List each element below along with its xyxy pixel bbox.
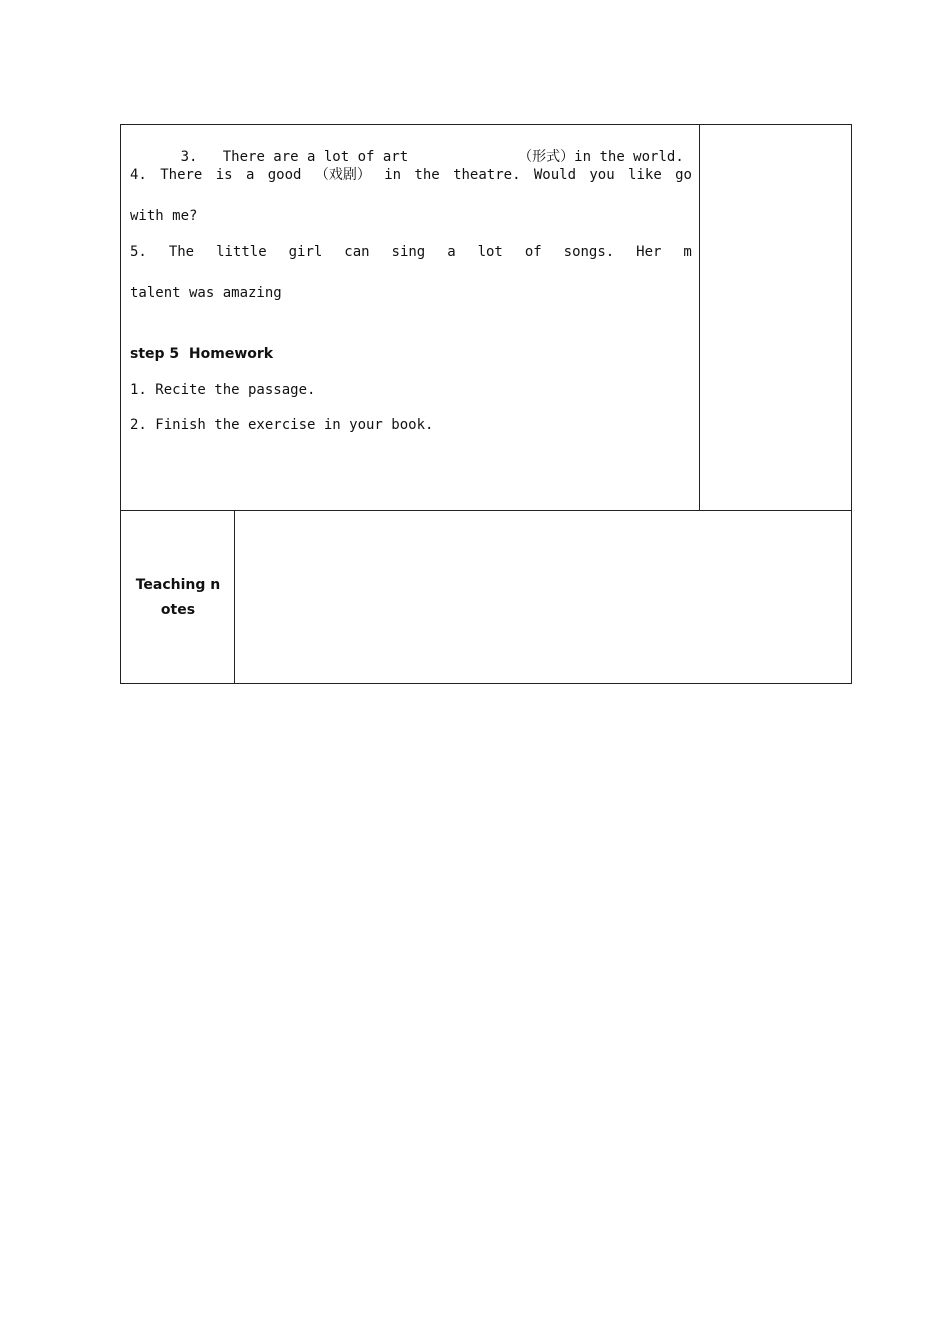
homework-heading: step 5 Homework bbox=[130, 346, 274, 362]
exercise-3-text: There are a lot of art bbox=[222, 149, 409, 165]
word: 5. bbox=[130, 244, 147, 260]
word: theatre. bbox=[453, 167, 521, 183]
teaching-notes-body bbox=[235, 511, 851, 683]
exercise-5-continuation: talent was amazing bbox=[130, 285, 282, 301]
word: is bbox=[215, 167, 233, 183]
side-cell bbox=[700, 125, 851, 511]
word: Her bbox=[636, 244, 662, 260]
word: 4. bbox=[130, 167, 147, 183]
word: can bbox=[344, 244, 370, 260]
content-cell bbox=[121, 125, 700, 511]
word: （戏剧） bbox=[314, 167, 371, 183]
word: the bbox=[414, 167, 440, 183]
exercise-4-line bbox=[130, 166, 692, 184]
word: a bbox=[245, 167, 255, 183]
homework-item-1: 1. Recite the passage. bbox=[130, 382, 316, 398]
word: like bbox=[628, 167, 662, 183]
word: of bbox=[524, 244, 542, 260]
word: girl bbox=[288, 244, 323, 260]
teaching-notes-label-line-1: Teaching n bbox=[135, 577, 221, 593]
word: in bbox=[384, 167, 402, 183]
teaching-notes-label-line-2: otes bbox=[160, 602, 196, 618]
word: The bbox=[168, 244, 195, 260]
word: go bbox=[675, 167, 692, 183]
word: good bbox=[267, 167, 302, 183]
word: you bbox=[589, 167, 615, 183]
teaching-notes-label-cell bbox=[121, 511, 235, 683]
exercise-4-continuation: with me? bbox=[130, 208, 198, 224]
word: Would bbox=[533, 167, 577, 183]
homework-item-2: 2. Finish the exercise in your book. bbox=[130, 417, 434, 433]
teaching-notes-label bbox=[121, 573, 235, 623]
word: sing bbox=[391, 244, 426, 260]
word: a bbox=[447, 244, 456, 260]
lesson-table bbox=[120, 124, 852, 684]
word: m bbox=[683, 244, 692, 260]
word: There bbox=[160, 167, 203, 183]
word: lot bbox=[477, 244, 503, 260]
exercise-5-line bbox=[130, 243, 692, 261]
word: little bbox=[216, 244, 267, 260]
exercise-3-number: 3. bbox=[180, 149, 198, 165]
word: songs. bbox=[563, 244, 615, 260]
exercise-3-hint: （形式）in the world. bbox=[518, 149, 684, 165]
